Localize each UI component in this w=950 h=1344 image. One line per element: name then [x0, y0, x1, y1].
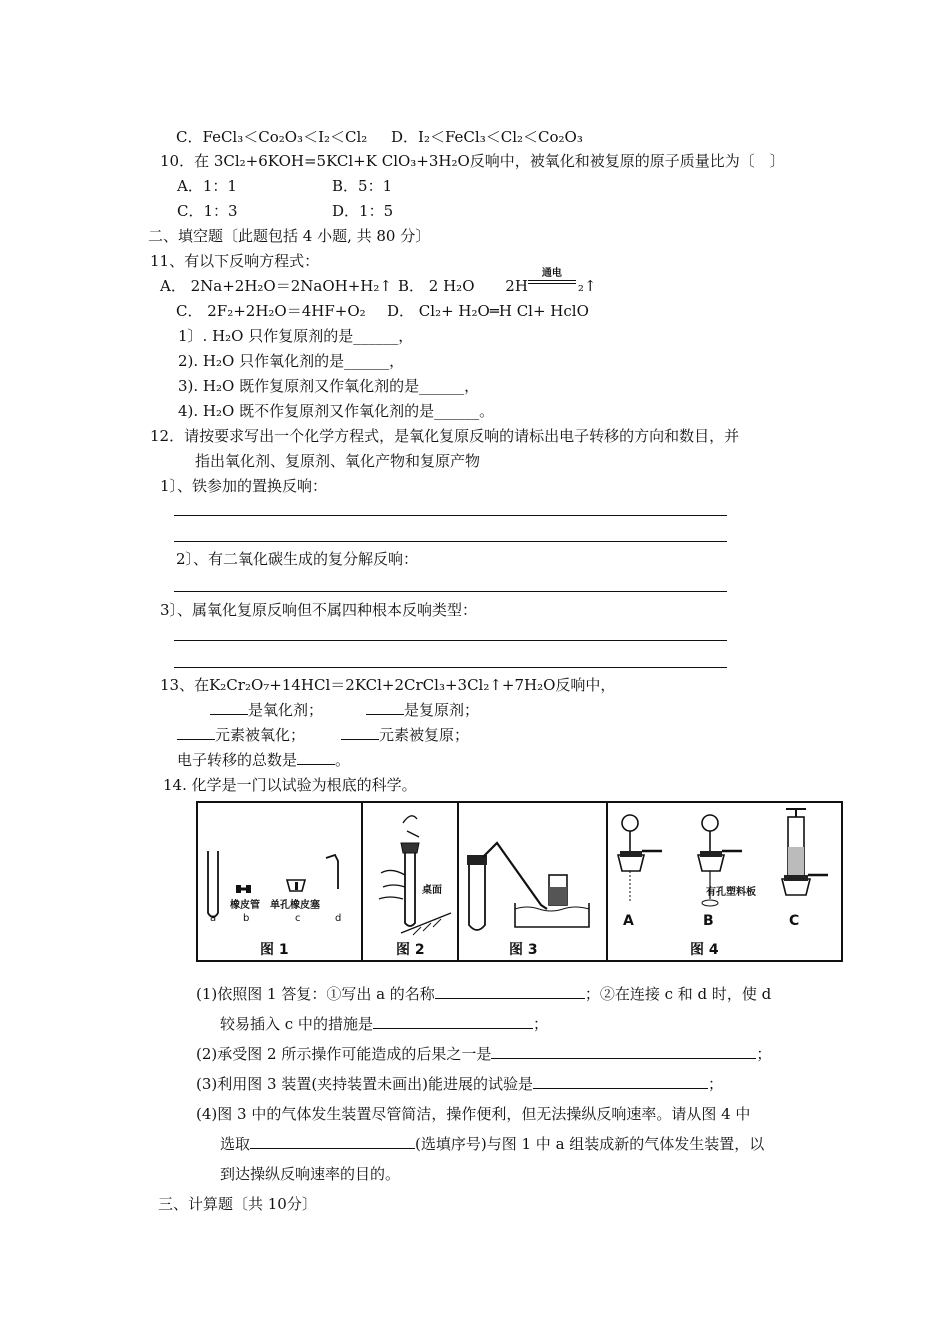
- apparatus-c-label: C: [789, 913, 800, 929]
- q12-part-2: 2〕、有二氧化碳生成的复分解反响：: [176, 550, 419, 568]
- figure-4-drawing: [606, 803, 841, 960]
- apparatus-figure: [196, 801, 843, 962]
- figure-2-drawing: [361, 803, 457, 960]
- figure-1-panel: [198, 803, 363, 960]
- q14-item-4-line1: (4)图 3 中的气体发生装置尽管简洁，操作便利，但无法操纵反响速率。请从图 4 中: [196, 1105, 751, 1123]
- q14-item-2: (2)承受图 2 所示操作可能造成的后果之一是 ；: [196, 1045, 772, 1063]
- q9-option-d-label: D．: [391, 128, 419, 146]
- q12-stem-line1: 12．请按要求写出一个化学方程式，是氧化复原反响的请标出电子转移的方向和数目，并: [150, 427, 740, 445]
- q11-reaction-b-reactant: B． 2 H₂O: [398, 277, 475, 295]
- q11-sub-1: 1〕. H₂O 只作复原剂的是______，: [178, 327, 414, 345]
- q10-option-a: A．1：1: [177, 177, 237, 195]
- q11-reaction-a: A． 2Na+2H₂O＝2NaOH+H₂↑: [160, 277, 392, 295]
- section2-title: 二、填空题〔此题包括 4 小题, 共 80 分〕: [148, 227, 431, 245]
- answer-blank: [250, 1133, 415, 1149]
- answer-blank: [435, 983, 585, 999]
- q13-stem: 13、在K₂Cr₂O₇+14HCl＝2KCl+2CrCl₃+3Cl₂↑+7H₂O反响中，: [160, 676, 616, 694]
- q13-reductant: 是复原剂；: [366, 699, 479, 721]
- desk-label: 桌面: [422, 885, 442, 896]
- q14-stem: 14. 化学是一门以试验为根底的科学。: [163, 776, 417, 794]
- apparatus-a-label: A: [623, 913, 634, 929]
- single-hole-stopper-label: 单孔橡皮塞: [270, 900, 320, 911]
- apparatus-b-label: B: [703, 913, 714, 929]
- q11-stem: 11、有以下反响方程式：: [150, 252, 320, 270]
- q9-option-c-label: C．: [176, 128, 203, 146]
- q13-electron-total: 电子转移的总数是 。: [177, 751, 351, 769]
- answer-blank: [491, 1043, 756, 1059]
- q11-reaction-c: C． 2F₂+2H₂O＝4HF+O₂: [176, 302, 366, 320]
- figure-4-panel: [606, 803, 841, 960]
- label-c: c: [295, 913, 301, 924]
- q14-item-1-line1: (1)依照图 1 答复：①写出 a 的名称 ；②在连接 c 和 d 时，使 d: [196, 985, 772, 1003]
- q14-item-1-line2: 较易插入 c 中的措施是 ；: [220, 1015, 548, 1033]
- q11-sub-2: 2). H₂O 只作氧化剂的是______，: [178, 352, 405, 370]
- rubber-tube-label: 橡皮管: [230, 900, 260, 911]
- label-b: b: [243, 913, 250, 924]
- answer-line: [174, 667, 727, 668]
- q11-reaction-b-condition: 通电: [541, 268, 562, 279]
- q13-oxidized-element: 元素被氧化；: [177, 724, 305, 746]
- section3-title: 三、计算题〔共 10分〕: [158, 1195, 317, 1213]
- q10-option-b: B．5：1: [332, 177, 393, 195]
- answer-blank: [297, 749, 335, 765]
- answer-line: [174, 591, 727, 592]
- q9-option-c-text: FeCl₃＜Co₂O₃＜I₂＜Cl₂: [202, 128, 368, 146]
- q10-option-c: C．1：3: [177, 202, 238, 220]
- q10-option-d: D．1：5: [332, 202, 394, 220]
- answer-blank: [341, 724, 379, 740]
- q12-stem-line2: 指出氧化剂、复原剂、氧化产物和复原产物: [195, 452, 481, 470]
- answer-line: [174, 515, 727, 516]
- q11-reaction-b: [398, 268, 597, 297]
- answer-line: [174, 541, 727, 542]
- figure-2-panel: [361, 803, 459, 960]
- q9-option-d: [391, 126, 583, 148]
- q13-oxidant: 是氧化剂；: [210, 699, 323, 721]
- figure-3-drawing: [457, 803, 606, 960]
- q11-sub-3: 3). H₂O 既作复原剂又作氧化剂的是______，: [178, 377, 480, 395]
- figure-2-caption: 图 2: [396, 942, 425, 958]
- q12-part-1: 1〕、铁参加的置换反响：: [160, 477, 328, 495]
- answer-blank: [177, 724, 215, 740]
- label-a: a: [210, 913, 217, 924]
- q9-option-c: [176, 126, 367, 148]
- q11-reaction-b-arrow: [528, 280, 576, 284]
- q14-item-4-line2: 选取 (选填序号)与图 1 中 a 组装成新的气体发生装置，以: [220, 1135, 765, 1153]
- q13-reduced-element: 元素被复原；: [341, 724, 469, 746]
- figure-3-caption: 图 3: [509, 942, 538, 958]
- answer-blank: [210, 699, 248, 715]
- figure-4-caption: 图 4: [690, 942, 719, 958]
- label-d: d: [335, 913, 342, 924]
- answer-blank: [366, 699, 404, 715]
- figure-3-panel: [457, 803, 608, 960]
- figure-1-caption: 图 1: [260, 942, 289, 958]
- q11-sub-4: 4). H₂O 既不作复原剂又作氧化剂的是______。: [178, 402, 495, 420]
- q14-item-4-line3: 到达操纵反响速率的目的。: [220, 1165, 401, 1183]
- q12-part-3: 3〕、属氧化复原反响但不属四种根本反响类型：: [160, 601, 478, 619]
- q9-option-d-text: I₂＜FeCl₃＜Cl₂＜Co₂O₃: [418, 128, 583, 146]
- answer-blank: [373, 1013, 533, 1029]
- answer-blank: [533, 1073, 708, 1089]
- q10-stem: 10．在 3Cl₂+6KOH=5KCl+K ClO₃+3H₂O反响中，被氧化和被复原的原子质量比为〔 〕: [160, 152, 785, 170]
- q11-reaction-b-end: ₂↑: [577, 277, 597, 295]
- q11-reaction-b-product: 2H: [505, 277, 528, 295]
- q11-reaction-d: D． Cl₂+ H₂O═H Cl+ HclO: [387, 302, 589, 320]
- perforated-plate-label: 有孔塑料板: [706, 887, 756, 898]
- figure-1-drawing: [198, 803, 361, 960]
- answer-line: [174, 640, 727, 641]
- q14-item-3: (3)利用图 3 装置(夹持装置未画出)能进展的试验是 ；: [196, 1075, 724, 1093]
